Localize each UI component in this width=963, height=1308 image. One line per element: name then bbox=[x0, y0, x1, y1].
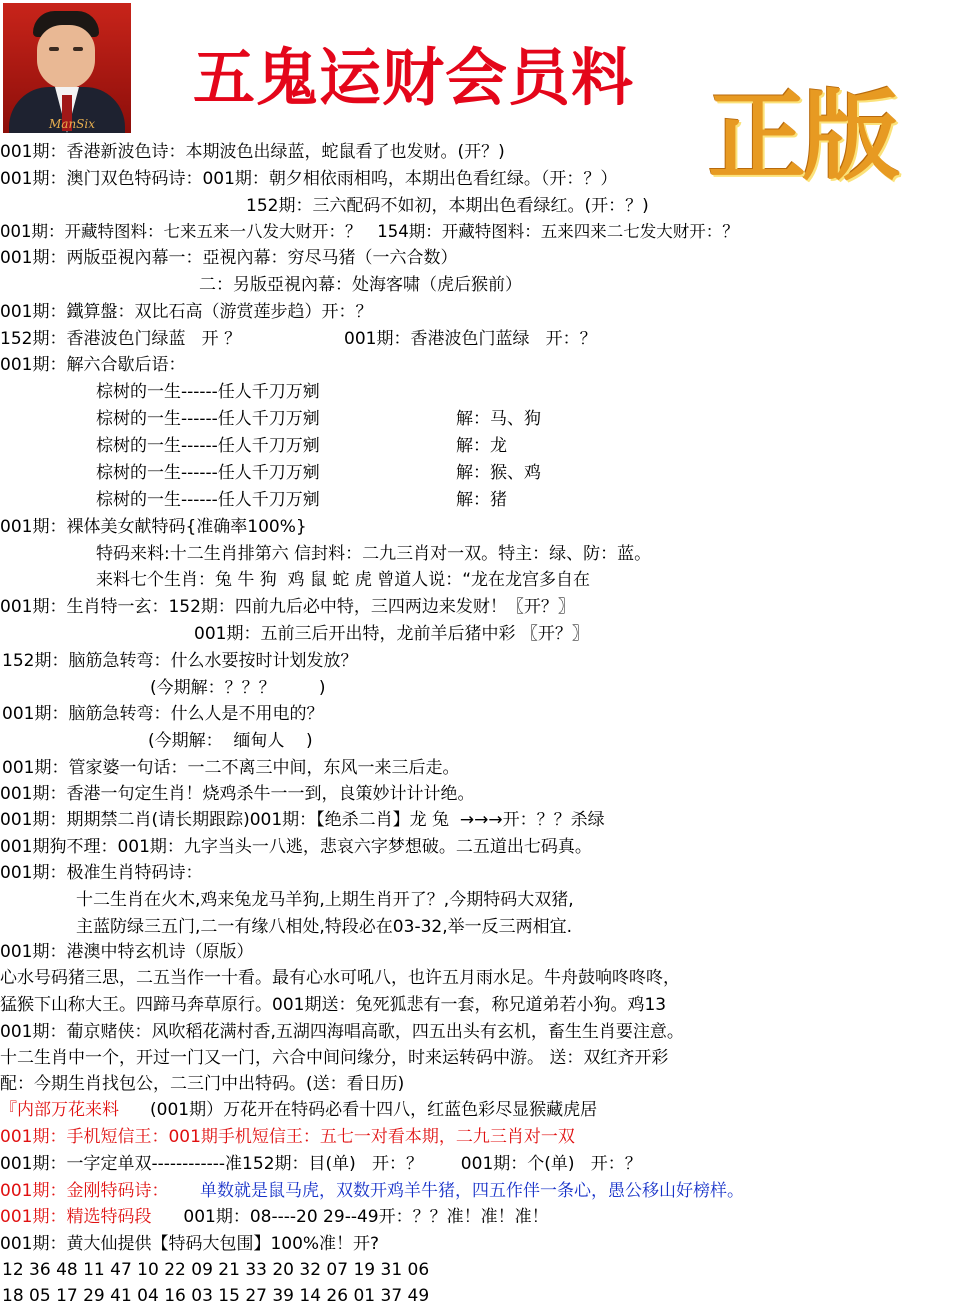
text-line: 棕树的一生------任人千刀万剜 bbox=[96, 409, 320, 429]
text-line: 001期：生肖特一玄：152期：四前九后必中特，三四两边来发财！〖开？〗 bbox=[0, 597, 575, 617]
text-line: 001期：香港波色门蓝绿 开：？ bbox=[344, 329, 597, 349]
text-line: 001期：鐵算盤：双比石高（游赏莲步趋）开：？ bbox=[0, 302, 373, 322]
text-line: 棕树的一生------任人千刀万剜 bbox=[96, 490, 320, 510]
text-line: 001期：08----20 29--49开：？？准！准！准！ bbox=[178, 1207, 549, 1227]
text-line: 001期：香港一句定生肖！烧鸡杀牛一一到，良策妙计计计绝。 bbox=[0, 784, 475, 804]
text-line: 心水号码猪三思，二五当作一十看。最有心水可吼八，也许五月雨水足。牛舟鼓响咚咚咚， bbox=[0, 968, 680, 988]
text-line: 001期：脑筋急转弯：什么人是不用电的？ bbox=[2, 704, 324, 724]
text-line: 001期：港澳中特玄机诗（原版） bbox=[0, 942, 254, 962]
text-line: 001期：葡京赌侠：风吹稻花满村香,五湖四海唱高歌，四五出头有玄机，畜生生肖要注意。 bbox=[0, 1022, 684, 1042]
text-line: 棕树的一生------任人千刀万剜 bbox=[96, 463, 320, 483]
text-line: 001期：澳门双色特码诗：001期：朝夕相依雨相呜，本期出色看红绿。（开：？） bbox=[0, 169, 618, 189]
text-line-red: 『内部万花来料 bbox=[0, 1100, 119, 1120]
text-line: 152期：香港波色门绿蓝 开 ？ bbox=[0, 329, 242, 349]
text-line: 001期狗不理：001期：九字当头一八逃，悲哀六字梦想破。二五道出七码真。 bbox=[0, 837, 592, 857]
text-line: 001期：开藏特图料：七来五来一八发大财开：？ 154期：开藏特图料：五来四来二七发大财开：？ bbox=[0, 222, 739, 241]
text-line: 001期：五前三后开出特，龙前羊后猪中彩 〖开？〗 bbox=[194, 624, 589, 644]
text-line: 解：猴、鸡 bbox=[456, 463, 541, 483]
text-line: 解：马、狗 bbox=[456, 409, 541, 429]
text-line: 001期：解六合歇后语： bbox=[0, 355, 186, 375]
text-line: (001期）万花开在特码必看十四八，红蓝色彩尽显猴藏虎居 bbox=[150, 1100, 598, 1120]
text-line: 001期：极准生肖特码诗： bbox=[0, 863, 203, 883]
photo-signature: ManSix bbox=[49, 117, 95, 131]
text-line: 解：龙 bbox=[456, 436, 507, 456]
portrait-photo bbox=[3, 3, 131, 133]
text-line: 猛猴下山称大王。四蹄马奔草原行。001期送：兔死狐悲有一套，称兄道弟若小狗。鸡13 bbox=[0, 995, 667, 1015]
authentic-stamp: 正版 bbox=[708, 80, 897, 194]
text-line-red: 001期：手机短信王：001期手机短信王：五七一对看本期，二九三肖对一双 bbox=[0, 1127, 575, 1147]
text-line: 主蓝防绿三五门,二一有缘八相处,特段必在03-32,举一反三两相宜. bbox=[76, 917, 573, 937]
text-line: (今期解： 缅甸人 ) bbox=[148, 731, 313, 751]
text-line: 001期：管家婆一句话：一二不离三中间，东风一来三后走。 bbox=[2, 758, 460, 778]
text-line: 001期：香港新波色诗：本期波色出绿蓝，蛇鼠看了也发财。(开？) bbox=[0, 142, 505, 162]
text-line: 152期：脑筋急转弯：什么水要按时计划发放？ bbox=[2, 651, 358, 671]
text-line: 棕树的一生------任人千刀万剜 bbox=[96, 436, 320, 456]
text-line-red: 001期：精选特码段 bbox=[0, 1207, 152, 1227]
text-line: 配：今期生肖找包公，二三门中出特码。(送：看日历) bbox=[0, 1074, 405, 1094]
text-line: 001期：黄大仙提供【特码大包围】100%准！开? bbox=[0, 1234, 380, 1254]
text-line: 特码来料:十二生肖排第六 信封料：二九三肖对一双。特主：绿、防：蓝。 bbox=[96, 544, 652, 564]
text-line: 001期：两版亞視內幕一：亞視內幕：穷尽马猪（一六合数） bbox=[0, 248, 458, 268]
number-row: 18 05 17 29 41 04 16 03 15 27 39 14 26 01 37 49 bbox=[2, 1286, 430, 1306]
text-line: 001期：期期禁二肖(请长期跟踪)001期：【绝杀二肖】龙 兔 →→→开：？？杀绿 bbox=[0, 810, 605, 830]
text-line-blue: 单数就是鼠马虎，双数开鸡羊牛猪，四五作伴一条心，愚公移山好榜样。 bbox=[200, 1181, 744, 1201]
text-line: (今期解：？？？ ) bbox=[150, 678, 326, 698]
page-title: 五鬼运财会员料 bbox=[193, 41, 635, 114]
text-line-red: 001期：金刚特码诗： bbox=[0, 1181, 169, 1201]
text-line: 十二生肖在火木,鸡来兔龙马羊狗,上期生肖开了？,今期特码大双猪, bbox=[76, 890, 574, 910]
text-line: 棕树的一生------任人千刀万剜 bbox=[96, 382, 320, 402]
text-line: 解：猪 bbox=[456, 490, 507, 510]
text-line: 来料七个生肖：兔 牛 狗 鸡 鼠 蛇 虎 曾道人说：“龙在龙宫多自在 bbox=[96, 570, 591, 590]
text-line: 152期：三六配码不如初，本期出色看绿红。(开：？) bbox=[246, 196, 649, 216]
number-row: 12 36 48 11 47 10 22 09 21 33 20 32 07 19 31 06 bbox=[2, 1260, 430, 1280]
text-line: 001期：裸体美女献特码{准确率100%} bbox=[0, 517, 307, 537]
text-line: 二：另版亞視內幕：处海客啸（虎后猴前） bbox=[199, 275, 522, 295]
text-line: 十二生肖中一个，开过一门又一门，六合中间问缘分，时来运转码中游。 送：双红齐开彩 bbox=[0, 1048, 669, 1068]
text-line: 001期：一字定单双------------准152期：目(单) 开：？ 001期：个(单) 开：？ bbox=[0, 1154, 642, 1174]
